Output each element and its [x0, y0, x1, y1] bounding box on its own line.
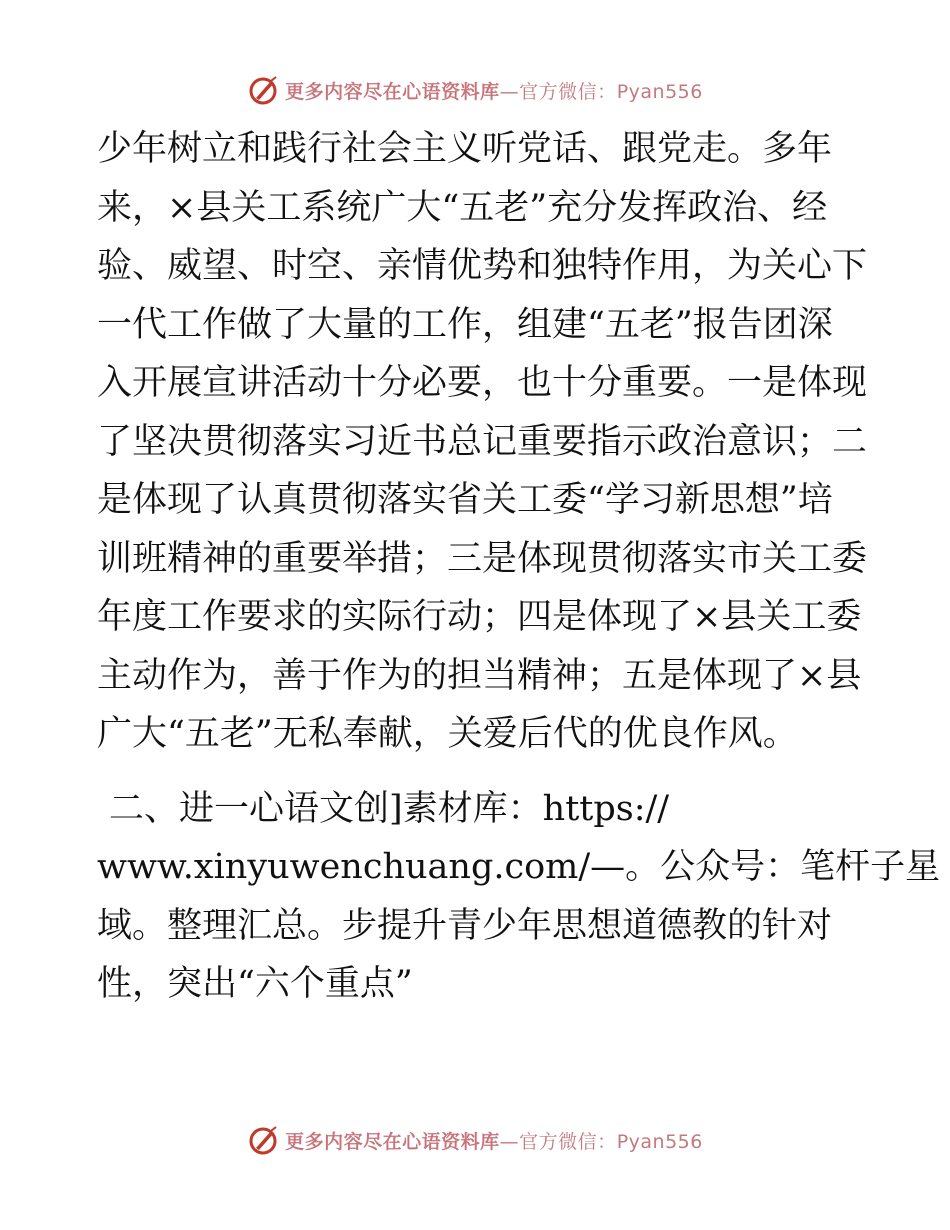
header-banner-text [285, 77, 703, 104]
footer-separator: — [499, 1130, 520, 1153]
text-line: 少年树立和践行社会主义听党话、跟党走。多年 [97, 129, 833, 169]
header-banner [0, 70, 950, 110]
quill-seal-icon [247, 1124, 279, 1156]
text-line: 是体现了认真贯彻落实省关工委“学习新思想”培 [97, 480, 833, 520]
footer-official-label: 官方微信： [519, 1130, 617, 1153]
footer-wechat-id: Pyan556 [616, 1130, 703, 1153]
text-line: 域。整理汇总。步提升青少年思想道德教的针对 [97, 905, 833, 946]
text-line: 广大“五老”无私奉献，关爱后代的优良作风。 [97, 714, 798, 754]
text-line: 主动作为，善于作为的担当精神；五是体现了×县 [97, 655, 862, 696]
header-official-label: 官方微信： [519, 80, 617, 103]
footer-brand-text: 更多内容尽在心语资料库 [285, 1130, 500, 1153]
text-line: 来，×县关工系统广大“五老”充分发挥政治、经 [97, 187, 828, 228]
header-wechat-id: Pyan556 [616, 80, 703, 103]
text-line: www.xinyuwenchuang.com/—。公众号：笔杆子星 [97, 847, 941, 887]
document-body [97, 120, 941, 1014]
text-line: 入开展宣讲活动十分必要，也十分重要。一是体现 [97, 363, 868, 403]
text-line: 了坚决贯彻落实习近书总记重要指示政治意识；二 [97, 421, 868, 462]
text-line: 一代工作做了大量的工作，组建“五老”报告团深 [97, 304, 833, 345]
paragraph-2 [97, 780, 941, 1014]
footer-banner-text [285, 1127, 703, 1154]
section-heading-line: 二、进一心语文创]素材库：https:// [109, 788, 670, 829]
text-line: 性，突出“六个重点” [97, 964, 413, 1004]
quill-seal-icon [247, 74, 279, 106]
header-separator: — [499, 80, 520, 103]
header-brand-text: 更多内容尽在心语资料库 [285, 80, 500, 103]
text-line: 验、威望、时空、亲情优势和独特作用，为关心下 [97, 246, 868, 286]
paragraph-1 [97, 120, 868, 764]
text-line: 训班精神的重要举措；三是体现贯彻落实市关工委 [97, 538, 868, 579]
footer-banner [0, 1120, 950, 1160]
text-line: 年度工作要求的实际行动；四是体现了×县关工委 [97, 597, 862, 637]
